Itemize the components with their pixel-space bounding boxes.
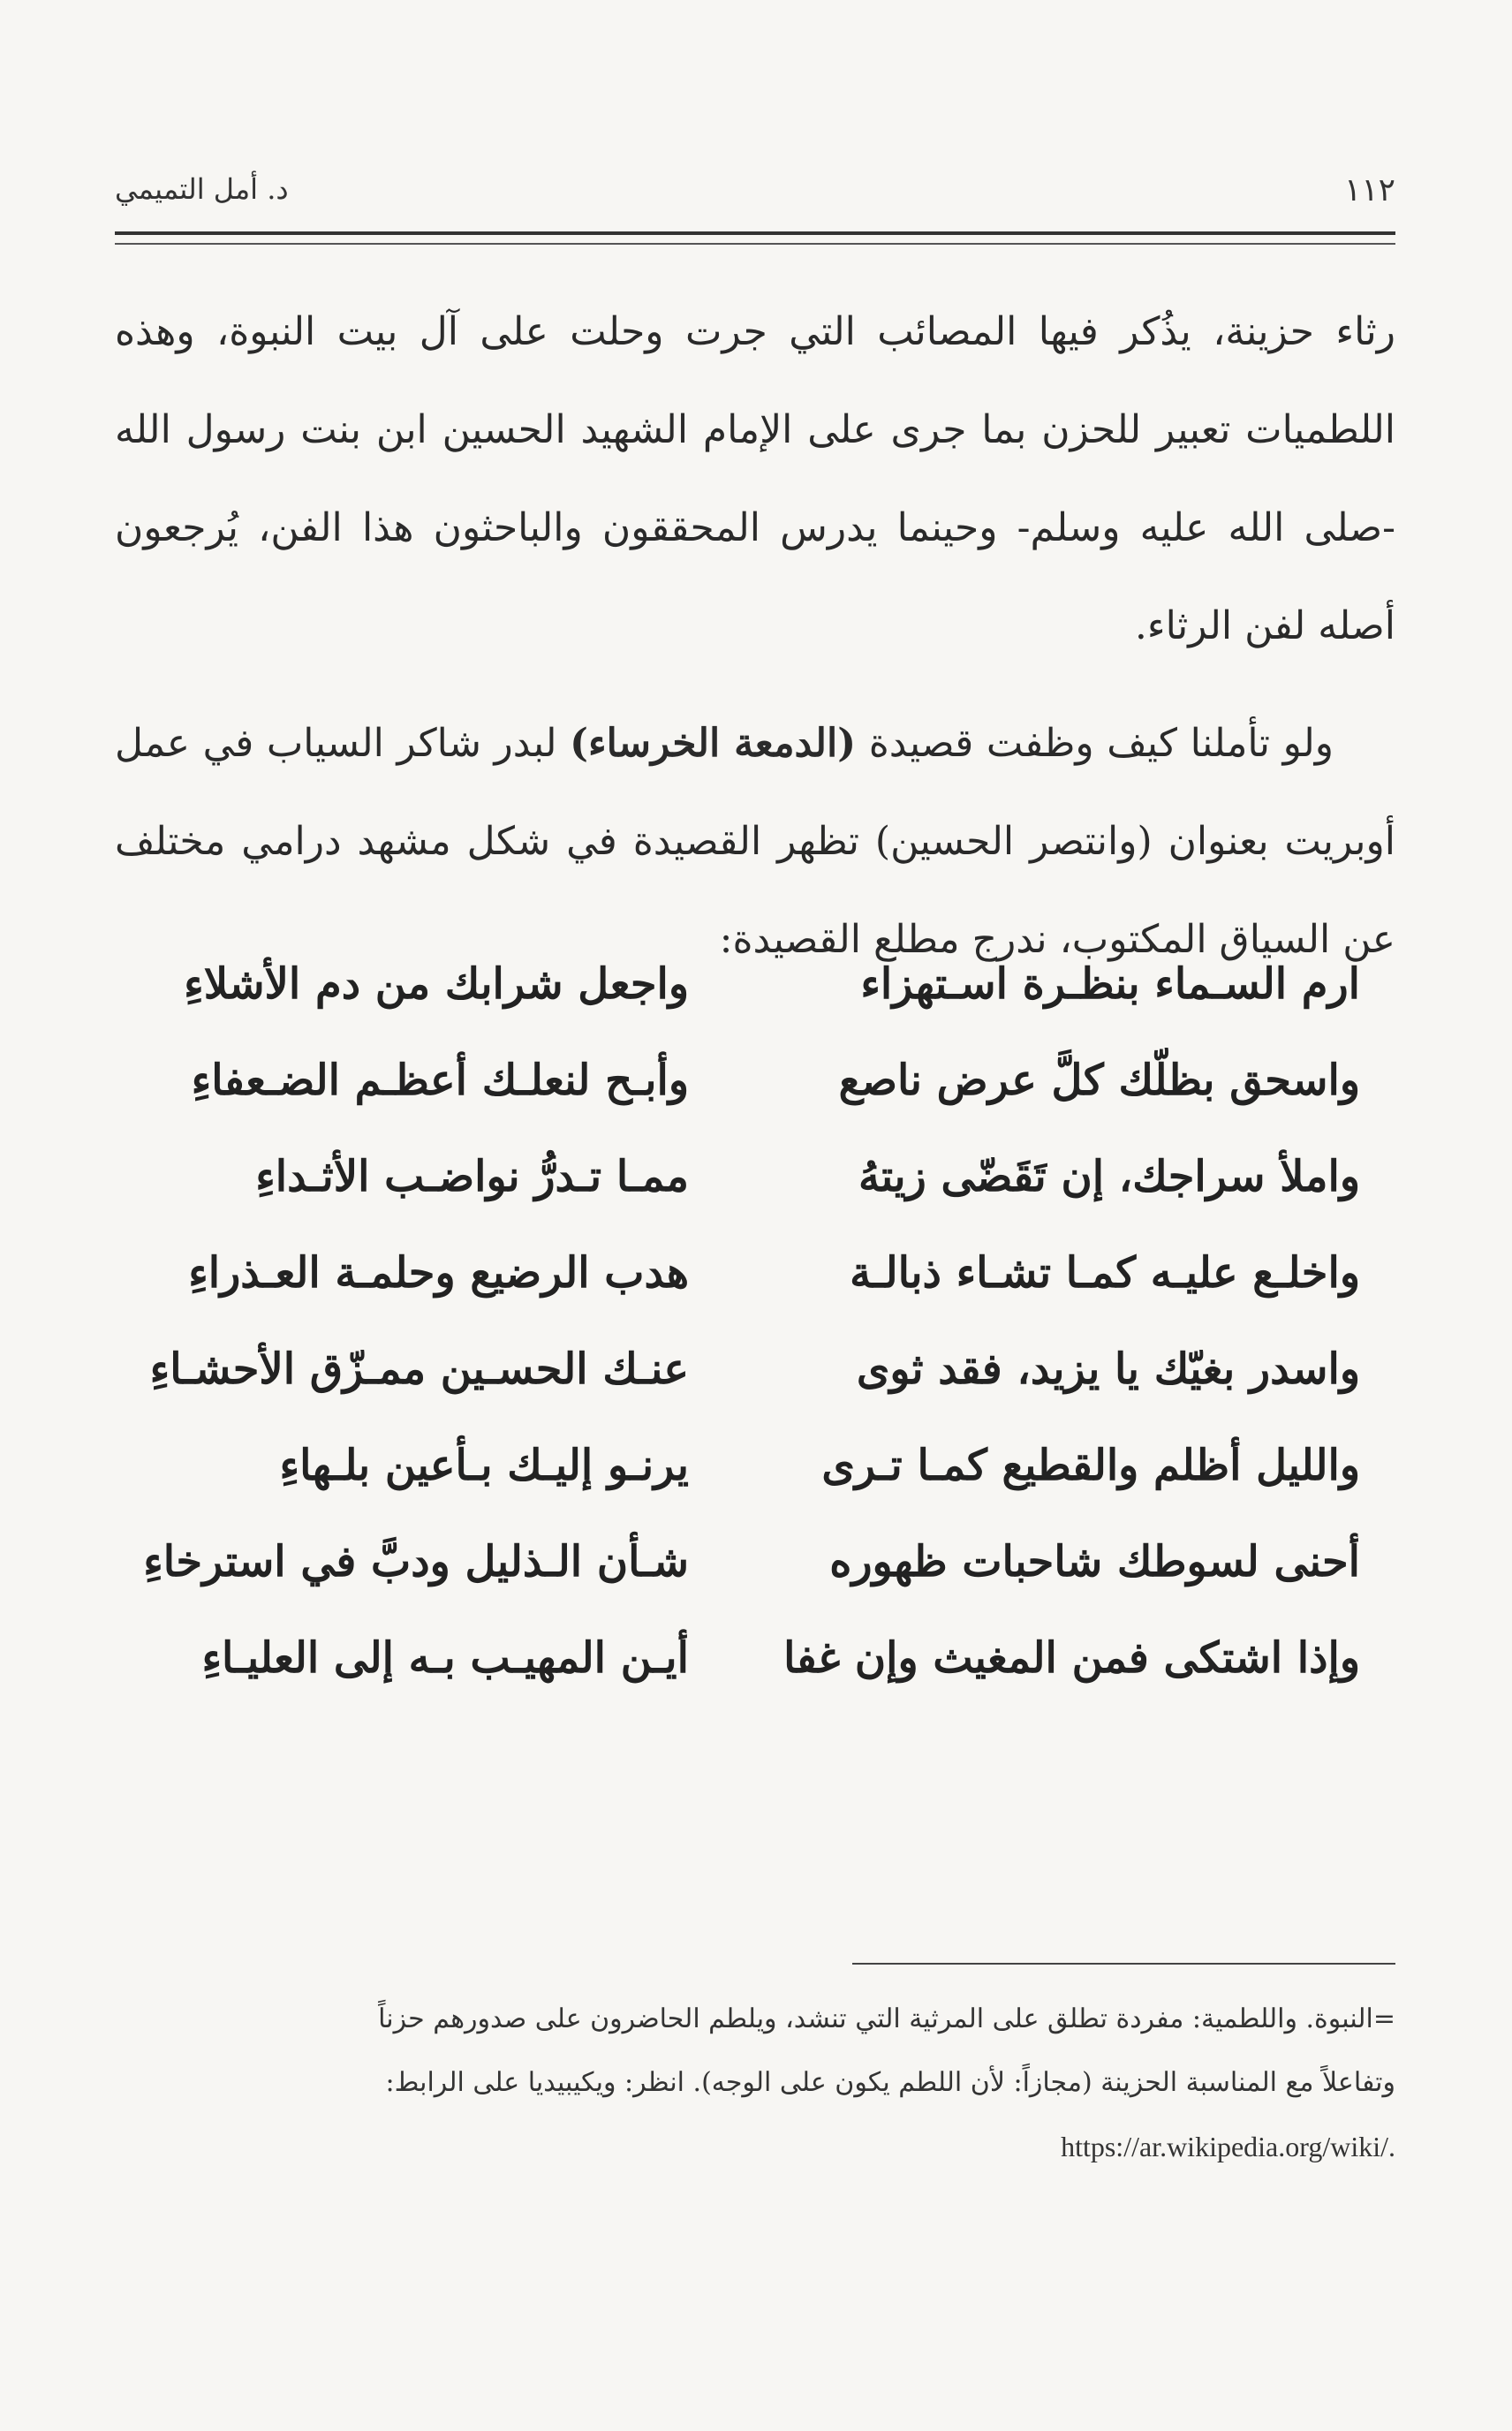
verse-first-hemistich: واسدر بغيّك يا يزيد، فقد ثوى — [856, 1344, 1360, 1394]
running-head-author: د. أمل التميمي — [115, 172, 289, 206]
body-text — [115, 283, 1395, 988]
poem-verse — [115, 1514, 1395, 1610]
poem-title: (الدمعة الخرساء) — [570, 721, 857, 766]
page-number: ١١٢ — [1343, 172, 1395, 208]
verse-second-hemistich: يرنـو إليـك بـأعين بلـهاءِ — [279, 1441, 689, 1490]
footnote-line-1: =النبوة. واللطمية: مفردة تطلق على المرثية التي تنشد، ويلطم الحاضرون على صدورهم حزناً — [378, 2003, 1395, 2034]
verse-first-hemistich: وإذا اشتكى فمن المغيث وإن غفا — [783, 1633, 1360, 1683]
paragraph-1: رثاء حزينة، يذُكر فيها المصائب التي جرت وحلت على آل بيت النبوة، وهذه اللطميات تعبير للحزن بما جرى على الإمام الشهيد الحسين ابن بنت رسول الله -صلى الله عليه وسلم- وحينما يدرس المحققون والباحثون هذا الفن، يُرجعون أصله لفن الرثاء. — [115, 309, 1395, 648]
paragraph-2-after: لبدر شاكر السياب في عمل أوبريت بعنوان (وانتصر الحسين) تظهر القصيدة في شكل مشهد درامي مختلف عن السياق المكتوب، ندرج مطلع القصيدة: — [115, 721, 1396, 962]
verse-first-hemistich: والليل أظلم والقطيع كمـا تـرى — [821, 1441, 1360, 1490]
verse-second-hemistich: شـأن الـذليل ودبَّ في استرخاءِ — [143, 1537, 689, 1587]
poem-verse — [115, 936, 1395, 1033]
poem-verse — [115, 1129, 1395, 1225]
poem — [115, 936, 1395, 1707]
page-header — [115, 172, 1395, 225]
poem-verse — [115, 1418, 1395, 1514]
verse-first-hemistich: واسحق بظلّك كلَّ عرض ناصع — [838, 1056, 1360, 1105]
verse-first-hemistich: ارم السـماء بنظـرة اسـتهزاء — [860, 959, 1360, 1009]
poem-verse — [115, 1610, 1395, 1707]
poem-verse — [115, 1322, 1395, 1418]
header-rule — [115, 231, 1395, 235]
verse-first-hemistich: أحنى لسوطك شاحبات ظهوره — [829, 1537, 1360, 1587]
verse-second-hemistich: عنـك الحسـين ممـزّق الأحشـاءِ — [149, 1344, 689, 1394]
footnote-separator — [852, 1963, 1395, 1965]
header-rule-thin — [115, 243, 1395, 245]
verse-second-hemistich: واجعل شرابك من دم الأشلاءِ — [184, 959, 689, 1009]
poem-verse — [115, 1033, 1395, 1129]
verse-first-hemistich: واخلـع عليـه كمـا تشـاء ذبالـة — [850, 1248, 1360, 1298]
footnotes — [115, 1988, 1395, 2178]
footnote-url: https://ar.wikipedia.org/wiki/. — [1061, 2131, 1395, 2162]
footnote-line-2: وتفاعلاً مع المناسبة الحزينة (مجازاً: لأن اللطم يكون على الوجه). انظر: ويكيبيديا على الرابط: — [385, 2067, 1395, 2098]
verse-first-hemistich: واملأ سراجك، إن تَقَضّى زيتهُ — [858, 1152, 1360, 1201]
verse-second-hemistich: ممـا تـدرُّ نواضـب الأثـداءِ — [255, 1152, 689, 1201]
verse-second-hemistich: أيـن المهيـب بـه إلى العليـاءِ — [201, 1633, 689, 1683]
paragraph-2-before: ولو تأملنا كيف وظفت قصيدة — [856, 721, 1334, 766]
verse-second-hemistich: هدب الرضيع وحلمـة العـذراءِ — [188, 1248, 689, 1298]
poem-verse — [115, 1225, 1395, 1322]
verse-second-hemistich: وأبـح لنعلـك أعظـم الضـعفاءِ — [191, 1056, 689, 1105]
